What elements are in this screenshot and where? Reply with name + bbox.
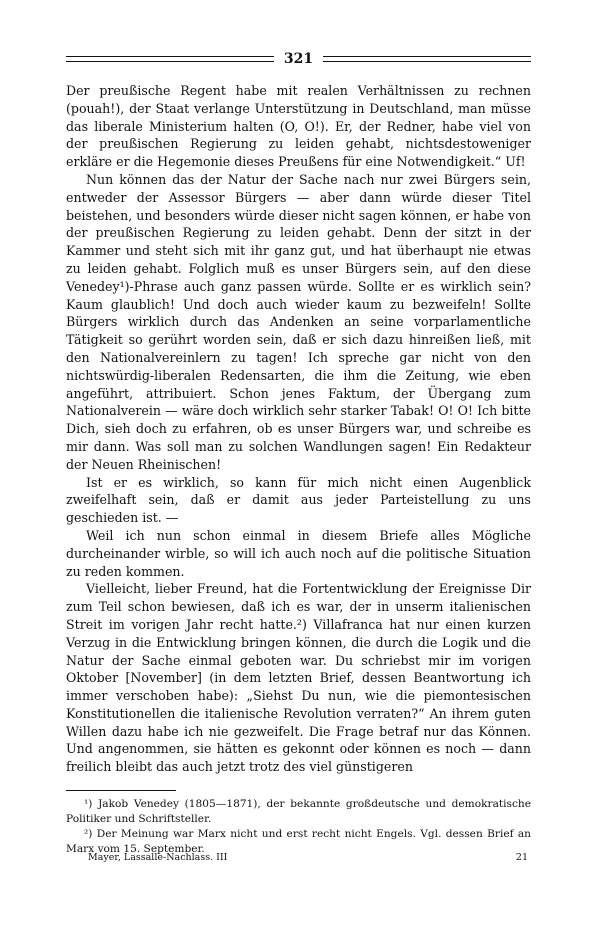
- footnotes: [66, 790, 531, 857]
- paragraph: Der preußische Regent habe mit realen Verhältnissen zu rechnen (pouah!), der Staat verlange Unterstützung in Deutschland, man müsse das liberale Ministerium halten (O, O!). Er, der Redner, habe viel von der preußischen Regierung zu leiden gehabt, nichtsdestoweniger erkläre er die Hegemonie dieses Preußens für eine Notwendigkeit.“ Uf!: [66, 83, 531, 170]
- signature-source: Mayer, Lassalle-Nachlass. III: [88, 852, 228, 863]
- footnote-separator: [66, 790, 176, 791]
- header-rule-right: [323, 56, 531, 62]
- page-number: 321: [283, 51, 314, 67]
- signature-number: 21: [515, 852, 528, 863]
- footnote: ¹) Jakob Venedey (1805—1871), der bekannte großdeutsche und demokratische Politiker und Schriftsteller.: [66, 798, 531, 825]
- signature-line: [88, 852, 528, 863]
- page-header: [66, 42, 531, 76]
- paragraph: Weil ich nun schon einmal in diesem Briefe alles Mögliche durcheinander wirble, so will ich auch noch auf die politische Situation zu reden kommen.: [66, 527, 531, 579]
- paragraph: Ist er es wirklich, so kann für mich nicht einen Augenblick zweifelhaft sein, daß er damit aus jeder Parteistellung zu uns geschieden ist. —: [66, 474, 531, 526]
- paragraph: Nun können das der Natur der Sache nach nur zwei Bürgers sein, entweder der Assessor Bürgers — aber dann würde dieser Titel beistehen, und besonders würde dieser nicht sagen können, er habe von der preußischen Regierung zu leiden gehabt. Denn der sitzt in der Kammer und steht sich mit ihr ganz gut, und hat überhaupt nie etwas zu leiden gehabt. Folglich muß es unser Bürgers sein, auf den diese Venedey¹)-Phrase auch ganz passen würde. Sollte er es wirklich sein? Kaum glaublich! Und doch auch wieder kaum zu bezweifeln! Sollte Bürgers wirklich durch das Andenken an seine vorparlamentliche Tätigkeit so gerührt worden sein, daß er sich dazu hinreißen ließ, mit den Nationalvereinlern zu tagen! Ich spreche gar nicht von den nichtswürdig-liberalen Redensarten, die ihm die Zeitung, wie eben angeführt, attribuiert. Schon jenes Faktum, der Übergang zum Nationalverein — wäre doch wirklich sehr starker Tabak! O! O! Ich bitte Dich, sieh doch zu erfahren, ob es unser Bürgers war, und schreibe es mir dann. Was soll man zu solchen Wandlungen sagen! Ein Redakteur der Neuen Rheinischen!: [66, 171, 531, 472]
- body-text: [66, 82, 531, 776]
- footnote: ²) Der Meinung war Marx nicht und erst recht nicht Engels. Vgl. dessen Brief an Marx vom 15. September.: [66, 828, 531, 855]
- header-rule-left: [66, 56, 274, 62]
- paragraph: Vielleicht, lieber Freund, hat die Fortentwicklung der Ereignisse Dir zum Teil schon bewiesen, daß ich es war, der in unserm italienischen Streit im vorigen Jahr recht hatte.²) Villafranca hat nur einen kurzen Verzug in die Entwicklung bringen können, die durch die Logik und die Natur der Sache einmal geboten war. Du schriebst mir im vorigen Oktober [November] (in dem letzten Brief, dessen Beantwortung ich immer verschoben habe): „Siehst Du nun, wie die piemontesischen Konstitutionellen die italienische Revolution verraten?“ An ihrem guten Willen dazu habe ich nie gezweifelt. Die Frage betraf nur das Können. Und angenommen, sie hätten es gekonnt oder können es noch — dann freilich bleibt das auch jetzt trotz des viel günstigeren: [66, 581, 531, 775]
- page: [66, 42, 531, 776]
